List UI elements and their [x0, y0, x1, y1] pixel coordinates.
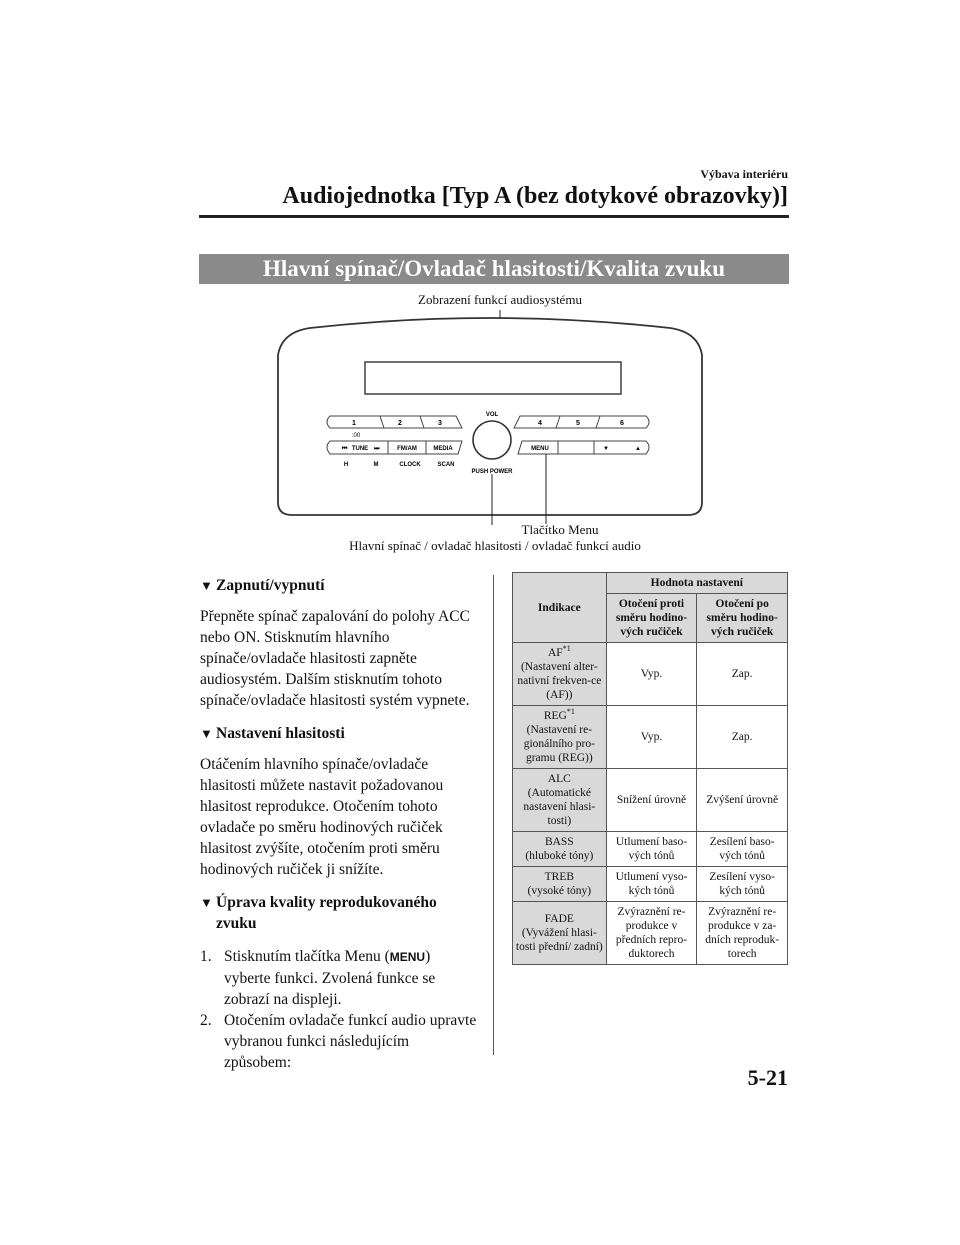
cell-ccw: Zvýraznění re-produkce v předních repro-duktorech: [606, 902, 697, 965]
triangle-down-icon: ▼: [200, 895, 213, 910]
triangle-down-icon: ▼: [200, 578, 213, 593]
table-row: [513, 706, 788, 769]
cell-ccw: Utlumení vyso-kých tónů: [606, 867, 697, 902]
label-00: :00: [351, 433, 361, 439]
cell-cw: Zvýraznění re-produkce v za-dních reproduk-torech: [697, 902, 788, 965]
cell-cw: Zesílení baso-vých tónů: [697, 832, 788, 867]
cell-indikace: FADE (Vyvážení hlasi-tosti přední/ zadní): [513, 902, 607, 965]
push-power-label: PUSH POWER: [471, 469, 513, 475]
audio-unit-illustration: [270, 310, 710, 525]
volume-knob[interactable]: [473, 421, 511, 459]
label-scan: SCAN: [437, 462, 455, 468]
paragraph-power: Přepněte spínač zapalování do polohy ACC nebo ON. Stisknutím hlavního spínače/ovladače hlasitosti zapněte audiosystém. Dalším stisknutím tohoto spínače/ovladače hlasitosti systém vypnete.: [200, 608, 470, 709]
preset-4: 4: [538, 420, 542, 427]
header-cw: Otočení po směru hodino-vých ručiček: [697, 594, 788, 643]
label-h: H: [343, 462, 349, 468]
cell-cw: Zvýšení úrovně: [697, 769, 788, 832]
display-window: [365, 362, 621, 394]
vol-label: VOL: [485, 412, 499, 418]
figure-label-main: Hlavní spínač / ovladač hlasitosti / ovladač funkcí audio: [349, 538, 641, 553]
step-2: 2. Otočením ovladače funkcí audio upravte vybranou funkci následujícím způsobem:: [200, 1012, 477, 1071]
table-row: [513, 902, 788, 965]
settings-table: [512, 572, 788, 965]
menu-label: MENU: [531, 446, 549, 452]
table-row: [513, 867, 788, 902]
preset-1: 1: [352, 420, 356, 427]
header-indikace: Indikace: [513, 573, 607, 643]
cell-cw: Zap.: [697, 706, 788, 769]
figure-label-menu: Tlačítko Menu: [521, 522, 599, 537]
preset-2: 2: [398, 420, 402, 427]
cell-ccw: Snížení úrovně: [606, 769, 697, 832]
cell-indikace: TREB (vysoké tóny): [513, 867, 607, 902]
header-ccw: Otočení proti směru hodino-vých ručiček: [606, 594, 697, 643]
menu-button-glyph: MENU: [389, 950, 426, 964]
step-1: 1. Stisknutím tlačítka Menu (MENU) vyberte funkci. Zvolená funkce se zobrazí na displeji.: [200, 948, 436, 1008]
heading-volume: ▼ Nastavení hlasitosti: [200, 725, 345, 742]
header-group: Hodnota nastavení: [606, 573, 787, 594]
seek-back-icon: ⏮: [342, 446, 348, 452]
section-title: Výbava interiéru: [700, 167, 788, 181]
table-body: [513, 643, 788, 965]
cell-indikace: ALC (Automatické nastavení hlasi-tosti): [513, 769, 607, 832]
cell-cw: Zesílení vyso-kých tónů: [697, 867, 788, 902]
table-header-row: [513, 573, 788, 594]
section-banner: Hlavní spínač/Ovladač hlasitosti/Kvalita zvuku: [199, 254, 789, 284]
cell-ccw: Vyp.: [606, 643, 697, 706]
cell-ccw: Utlumení baso-vých tónů: [606, 832, 697, 867]
column-divider: [493, 575, 494, 1055]
chapter-title: Audiojednotka [Typ A (bez dotykové obrazovky)]: [282, 183, 788, 209]
down-arrow-icon: ▼: [603, 446, 609, 452]
up-arrow-icon: ▲: [635, 446, 641, 452]
heading-sound-quality: ▼ Úprava kvality reprodukovaného zvuku: [200, 894, 437, 932]
page-number: 5-21: [747, 1065, 788, 1090]
label-m: M: [373, 462, 379, 468]
preset-bar-right: [514, 416, 649, 428]
table-row: [513, 832, 788, 867]
header-rule: [199, 215, 789, 218]
tune-label: TUNE: [351, 446, 369, 452]
triangle-down-icon: ▼: [200, 726, 213, 741]
cell-ccw: Vyp.: [606, 706, 697, 769]
cell-cw: Zap.: [697, 643, 788, 706]
paragraph-volume: Otáčením hlavního spínače/ovladače hlasitosti můžete nastavit požadovanou hlasitost reprodukce. Otočením tohoto ovladače po směru hodinových ručiček hlasitost zvýšíte, otočením proti směru hodinových ručiček ji snížíte.: [200, 756, 444, 878]
table-row: [513, 643, 788, 706]
cell-indikace: AF$^{*1}$ (Nastavení alter-nativní frekven-ce (AF)): [513, 643, 607, 706]
table-row: [513, 769, 788, 832]
steps-list: [200, 946, 480, 1073]
preset-6: 6: [620, 420, 624, 427]
left-column: [200, 575, 480, 1073]
label-clock: CLOCK: [399, 462, 421, 468]
figure-label-display: Zobrazení funkcí audiosystému: [418, 292, 582, 307]
cell-indikace: BASS (hluboké tóny): [513, 832, 607, 867]
fmam-label: FM/AM: [397, 446, 417, 452]
preset-3: 3: [438, 420, 442, 427]
media-label: MEDIA: [433, 446, 453, 452]
heading-power: ▼ Zapnutí/vypnutí: [200, 577, 325, 594]
preset-5: 5: [576, 420, 580, 427]
cell-indikace: REG$^{*1}$ (Nastavení re-gionálního pro-gramu (REG)): [513, 706, 607, 769]
seek-forward-icon: ⏭: [374, 446, 380, 452]
